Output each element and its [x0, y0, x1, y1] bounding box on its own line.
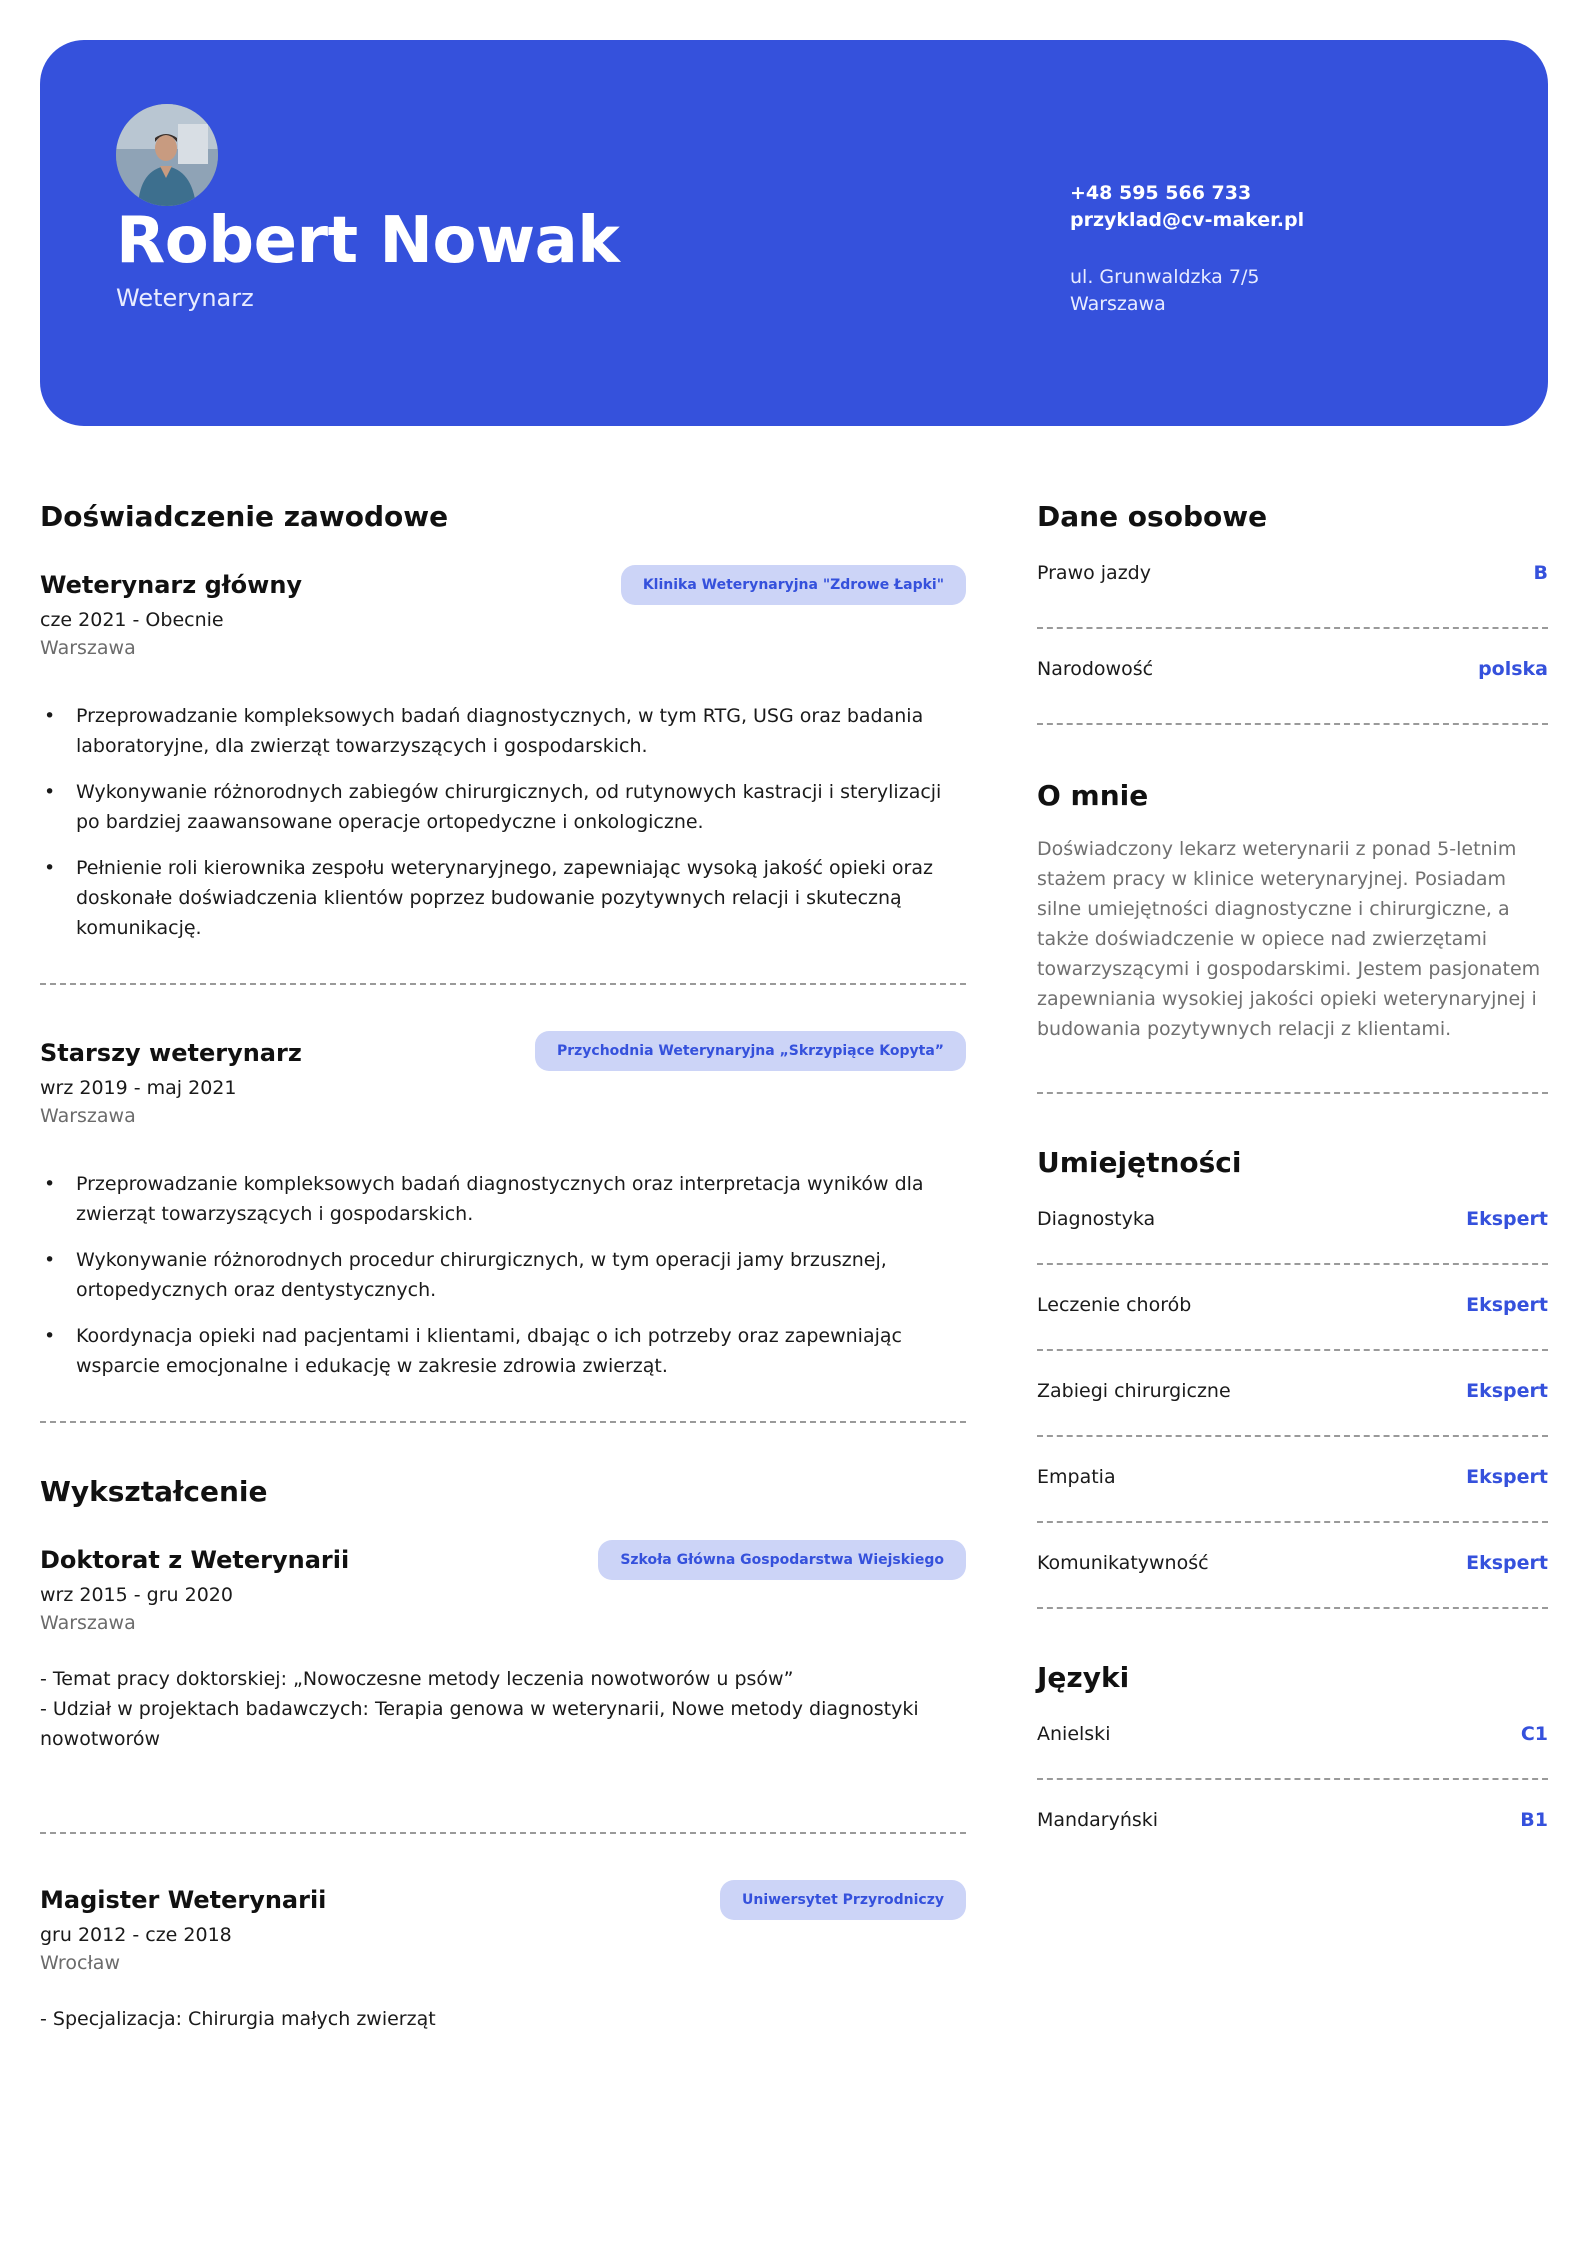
skill-row [1037, 1547, 1548, 1579]
divider [40, 1832, 966, 1834]
degree-title: Doktorat z Weterynarii [40, 1546, 350, 1574]
candidate-title: Weterynarz [116, 284, 254, 312]
about-text: Doświadczony lekarz weterynarii z ponad 5-letnim stażem pracy w klinice weterynaryjnej. Posiadam silne umiejętności diagnostyczne i chirurgiczne, a także doświadczenie w opiece nad zwierzętami towarzyszącymi i gospodarskimi. Jestem pasjonatem zapewniania wysokiej jakości opieki weterynaryjnej i budowania pozytywnych relacji z klientami. [1037, 838, 1541, 1040]
job-entry [40, 565, 966, 943]
company-badge: Przychodnia Weterynaryjna „Skrzypiące Kopyta” [535, 1031, 966, 1071]
main-column [40, 500, 966, 2034]
row-label: Prawo jazdy [1037, 562, 1151, 584]
job-location: Warszawa [40, 1105, 136, 1127]
skill-row [1037, 1461, 1548, 1493]
languages-list [1037, 1718, 1548, 1836]
divider [1037, 1521, 1548, 1523]
job-title: Starszy weterynarz [40, 1039, 302, 1067]
list-item: • Przeprowadzanie kompleksowych badań diagnostycznych, w tym RTG, USG oraz badania laboratoryjne, dla zwierząt towarzyszących i gospodarskich. [40, 701, 966, 761]
education-dates: wrz 2015 - gru 2020 [40, 1584, 233, 1606]
skills-list [1037, 1203, 1548, 1609]
row-value: Ekspert [1466, 1294, 1548, 1316]
row-value: B [1533, 562, 1548, 584]
job-title: Weterynarz główny [40, 571, 303, 599]
about-heading: O mnie [1037, 779, 1149, 812]
header-banner [40, 40, 1548, 426]
skill-row [1037, 1203, 1548, 1235]
language-row [1037, 1804, 1548, 1836]
divider [1037, 1349, 1548, 1351]
education-location: Wrocław [40, 1952, 120, 1974]
row-value: B1 [1520, 1809, 1548, 1831]
row-label: Diagnostyka [1037, 1208, 1156, 1230]
education-entry [40, 1540, 966, 1754]
row-value: Ekspert [1466, 1466, 1548, 1488]
divider [1037, 1607, 1548, 1609]
list-item: • Pełnienie roli kierownika zespołu weterynaryjnego, zapewniając wysoką jakość opieki oraz doskonałe doświadczenia klientów poprzez budowanie pozytywnych relacji i skuteczną komunikację. [40, 853, 966, 943]
row-value: polska [1478, 658, 1548, 680]
education-detail: - Udział w projektach badawczych: Terapia genowa w weterynarii, Nowe metody diagnostyki nowotworów [40, 1698, 919, 1750]
sidebar-column [1037, 500, 1548, 1836]
job-bullets [40, 1169, 966, 1381]
row-label: Komunikatywność [1037, 1552, 1209, 1574]
personal-list [1037, 557, 1548, 725]
contact-block [1070, 180, 1304, 318]
divider [1037, 627, 1548, 629]
job-entry [40, 1031, 966, 1381]
personal-heading: Dane osobowe [1037, 500, 1268, 533]
education-dates: gru 2012 - cze 2018 [40, 1924, 232, 1946]
job-dates: cze 2021 - Obecnie [40, 609, 224, 631]
list-item: • Wykonywanie różnorodnych procedur chirurgicznych, w tym operacji jamy brzusznej, ortopedycznych oraz dentystycznych. [40, 1245, 966, 1305]
phone[interactable]: +48 595 566 733 [1070, 182, 1252, 204]
personal-row [1037, 557, 1548, 589]
skill-row [1037, 1289, 1548, 1321]
divider [1037, 1435, 1548, 1437]
education-entry [40, 1880, 966, 2034]
divider [40, 1421, 966, 1423]
experience-heading: Doświadczenie zawodowe [40, 500, 449, 533]
row-value: C1 [1520, 1723, 1548, 1745]
job-location: Warszawa [40, 637, 136, 659]
job-bullets [40, 701, 966, 943]
avatar [116, 104, 218, 206]
profile-photo [116, 104, 218, 206]
address-city: Warszawa [1070, 293, 1166, 315]
row-label: Zabiegi chirurgiczne [1037, 1380, 1231, 1402]
divider [1037, 1092, 1548, 1094]
list-item: • Koordynacja opieki nad pacjentami i klientami, dbając o ich potrzeby oraz zapewniając wsparcie emocjonalne i edukację w zakresie zdrowia zwierząt. [40, 1321, 966, 1381]
language-row [1037, 1718, 1548, 1750]
languages-heading: Języki [1037, 1661, 1130, 1694]
row-label: Mandaryński [1037, 1809, 1159, 1831]
list-item: • Przeprowadzanie kompleksowych badań diagnostycznych oraz interpretacja wyników dla zwierząt towarzyszących i gospodarskich. [40, 1169, 966, 1229]
email[interactable]: przyklad@cv-maker.pl [1070, 209, 1305, 231]
divider [40, 983, 966, 985]
school-badge: Uniwersytet Przyrodniczy [720, 1880, 966, 1920]
personal-row [1037, 653, 1548, 685]
education-location: Warszawa [40, 1612, 136, 1634]
skills-heading: Umiejętności [1037, 1146, 1242, 1179]
row-label: Empatia [1037, 1466, 1116, 1488]
company-badge: Klinika Weterynaryjna "Zdrowe Łapki" [621, 565, 966, 605]
row-value: Ekspert [1466, 1380, 1548, 1402]
job-dates: wrz 2019 - maj 2021 [40, 1077, 237, 1099]
row-label: Narodowość [1037, 658, 1154, 680]
row-value: Ekspert [1466, 1208, 1548, 1230]
education-detail: - Temat pracy doktorskiej: „Nowoczesne metody leczenia nowotworów u psów” [40, 1668, 794, 1690]
divider [1037, 1778, 1548, 1780]
row-label: Anielski [1037, 1723, 1111, 1745]
row-value: Ekspert [1466, 1552, 1548, 1574]
education-heading: Wykształcenie [40, 1475, 268, 1508]
education-detail: - Specjalizacja: Chirurgia małych zwierząt [40, 2008, 436, 2030]
divider [1037, 723, 1548, 725]
divider [1037, 1263, 1548, 1265]
degree-title: Magister Weterynarii [40, 1886, 327, 1914]
row-label: Leczenie chorób [1037, 1294, 1192, 1316]
list-item: • Wykonywanie różnorodnych zabiegów chirurgicznych, od rutynowych kastracji i sterylizacji po bardziej zaawansowane operacje ortopedyczne i onkologiczne. [40, 777, 966, 837]
address-street: ul. Grunwaldzka 7/5 [1070, 266, 1260, 288]
candidate-name: Robert Nowak [116, 204, 620, 278]
skill-row [1037, 1375, 1548, 1407]
school-badge: Szkoła Główna Gospodarstwa Wiejskiego [598, 1540, 966, 1580]
